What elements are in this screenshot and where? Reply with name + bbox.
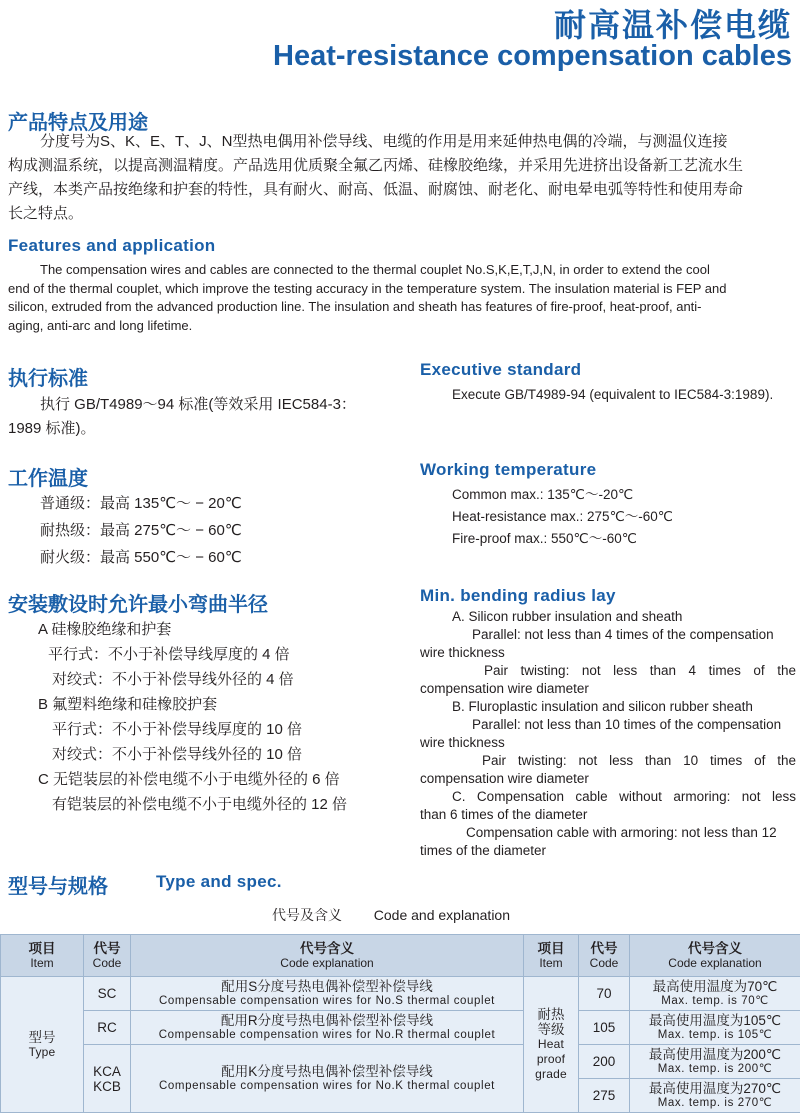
table-row xyxy=(1,1011,800,1045)
code-explanation-caption-cn: 代号及含义 xyxy=(272,907,342,923)
bending-en-line: than 6 times of the diameter xyxy=(420,807,588,822)
features-cn-line: 长之特点。 xyxy=(8,205,84,222)
temperature-en-line: Fire-proof max.: 550℃～-60℃ xyxy=(452,531,637,546)
temperature-cn-line: 耐火级：最高 550℃～ − 60℃ xyxy=(40,549,242,566)
type-spec-heading-cn: 型号与规格 xyxy=(8,876,108,898)
bending-en-line: compensation wire diameter xyxy=(420,771,589,786)
bending-en-line: C. Compensation cable without armoring: not less xyxy=(452,789,796,804)
temperature-en-line: Common max.: 135℃～-20℃ xyxy=(452,487,634,502)
bending-en-line: B. Fluroplastic insulation and silicon rubber sheath xyxy=(452,699,753,714)
table-row xyxy=(1,1045,800,1079)
features-cn-line: 产线，本类产品按绝缘和护套的特性，具有耐火、耐高、低温、耐腐蚀、耐老化、耐电晕电弧等特性和使用寿命 xyxy=(8,181,744,198)
bending-en-line: times of the diameter xyxy=(420,843,547,858)
code-explanation-caption xyxy=(272,905,510,925)
header-explanation: 代号含义 Code explanation xyxy=(131,935,524,977)
temperature-cn-line: 普通级：最高 135℃～ − 20℃ xyxy=(40,495,242,512)
bending-list-en xyxy=(420,608,796,860)
features-en-line: The compensation wires and cables are connected to the thermal couplet No.S,K,E,T,J,N, in order to extend the cool xyxy=(40,262,710,277)
bending-heading-cn: 安装敷设时允许最小弯曲半径 xyxy=(8,594,268,616)
grade-explanation-cell: 最高使用温度为105℃ Max. temp. is 105℃ xyxy=(630,1011,800,1045)
page-title-en: Heat-resistance compensation cables xyxy=(273,40,792,72)
bending-en-line: wire thickness xyxy=(420,735,505,750)
grade-code-cell: 275 xyxy=(579,1079,630,1113)
page-title-cn: 耐高温补偿电缆 xyxy=(553,7,792,43)
temperature-heading-en: Working temperature xyxy=(420,460,597,479)
bending-en-line: A. Silicon rubber insulation and sheath xyxy=(452,609,683,624)
bending-cn-line: 有铠装层的补偿电缆不小于电缆外径的 12 倍 xyxy=(52,796,348,813)
bending-en-line: Pair twisting: not less than 4 times of the xyxy=(484,663,796,678)
bending-en-line: wire thickness xyxy=(420,645,505,660)
features-en-line: silicon, extruded from the advanced production line. The insulation and sheath has features of fire-proof, heat-proof, anti- xyxy=(8,299,702,314)
temperature-en-line: Heat-resistance max.: 275℃～-60℃ xyxy=(452,509,673,524)
temperature-list-en xyxy=(452,484,673,550)
bending-cn-line: 平行式：不小于补偿导线厚度的 4 倍 xyxy=(48,646,290,663)
grade-label-cell: 耐热 等级 Heat proof grade xyxy=(524,977,579,1113)
header-item-2: 项目 Item xyxy=(524,935,579,977)
grade-explanation-cell: 最高使用温度为200℃ Max. temp. is 200℃ xyxy=(630,1045,800,1079)
standard-heading-en: Executive standard xyxy=(420,360,582,379)
type-code-cell: KCA KCB xyxy=(84,1045,131,1113)
features-en-line: end of the thermal couplet, which improve the testing accuracy in the temperature system. The insulation material is FEP and xyxy=(8,280,727,296)
grade-explanation-cell: 最高使用温度为270℃ Max. temp. is 270℃ xyxy=(630,1079,800,1113)
bending-cn-line: B 氟塑料绝缘和硅橡胶护套 xyxy=(38,696,218,713)
type-explanation-cell: 配用S分度号热电偶补偿型补偿导线 Compensable compensation wires for No.S thermal couplet xyxy=(131,977,524,1011)
header-explanation-2: 代号含义 Code explanation xyxy=(630,935,800,977)
features-cn-line: 构成测温系统，以提高测温精度。产品选用优质聚全氟乙丙烯、硅橡胶绝缘，并采用先进挤出设备新工艺流水生 xyxy=(8,157,744,174)
bending-heading-en: Min. bending radius lay xyxy=(420,586,616,605)
bending-en-line: Parallel: not less than 10 times of the compensation xyxy=(472,717,782,732)
bending-cn-line: 对绞式：不小于补偿导线外径的 10 倍 xyxy=(52,746,303,763)
grade-code-cell: 105 xyxy=(579,1011,630,1045)
bending-cn-line: A 硅橡胶绝缘和护套 xyxy=(38,621,172,638)
features-heading-cn: 产品特点及用途 xyxy=(8,112,148,134)
bending-en-line: Parallel: not less than 4 times of the compensation xyxy=(472,627,774,642)
table-row xyxy=(1,977,800,1011)
type-explanation-cell: 配用K分度号热电偶补偿型补偿导线 Compensable compensation wires for No.K thermal couplet xyxy=(131,1045,524,1113)
header-item: 项目 Item xyxy=(1,935,84,977)
features-heading-en: Features and application xyxy=(8,236,216,255)
bending-en-line: Compensation cable with armoring: not less than 12 xyxy=(466,825,777,840)
type-explanation-cell: 配用R分度号热电偶补偿型补偿导线 Compensable compensation wires for No.R thermal couplet xyxy=(131,1011,524,1045)
header-code-2: 代号 Code xyxy=(579,935,630,977)
grade-code-cell: 200 xyxy=(579,1045,630,1079)
type-code-cell: RC xyxy=(84,1011,131,1045)
grade-explanation-cell: 最高使用温度为70℃ Max. temp. is 70℃ xyxy=(630,977,800,1011)
features-paragraph-en xyxy=(8,261,796,335)
code-table xyxy=(0,934,800,1113)
table-header-row xyxy=(1,935,800,977)
bending-en-line: compensation wire diameter xyxy=(420,681,589,696)
code-explanation-caption-en: Code and explanation xyxy=(373,907,511,923)
bending-en-line: Pair twisting: not less than 10 times of the xyxy=(482,753,796,768)
grade-code-cell: 70 xyxy=(579,977,630,1011)
features-en-line: aging, anti-arc and long lifetime. xyxy=(8,317,193,333)
header-code: 代号 Code xyxy=(84,935,131,977)
bending-cn-line: C 无铠装层的补偿电缆不小于电缆外径的 6 倍 xyxy=(38,771,340,788)
standard-heading-cn: 执行标准 xyxy=(8,368,88,390)
type-spec-heading-en: Type and spec. xyxy=(156,872,282,891)
standard-text-en: Execute GB/T4989-94 (equivalent to IEC584-3:1989). xyxy=(452,387,774,402)
type-label-cell: 型号 Type xyxy=(1,977,84,1113)
type-code-cell: SC xyxy=(84,977,131,1011)
features-paragraph-cn xyxy=(8,130,794,226)
bending-cn-line: 对绞式：不小于补偿导线外径的 4 倍 xyxy=(52,671,294,688)
temperature-heading-cn: 工作温度 xyxy=(8,468,88,490)
features-cn-line: 分度号为S、K、E、T、J、N型热电偶用补偿导线、电缆的作用是用来延伸热电偶的冷端，与测温仪连接 xyxy=(40,133,728,150)
bending-cn-line: 平行式：不小于补偿导线厚度的 10 倍 xyxy=(52,721,303,738)
bending-list-cn xyxy=(38,617,347,817)
standard-text-cn: 执行 GB/T4989～94 标准(等效采用 IEC584-3： xyxy=(40,396,356,413)
temperature-cn-line: 耐热级：最高 275℃～ − 60℃ xyxy=(40,522,242,539)
temperature-list-cn xyxy=(40,490,242,571)
standard-text-cn-2: 1989 标准)。 xyxy=(8,420,96,437)
